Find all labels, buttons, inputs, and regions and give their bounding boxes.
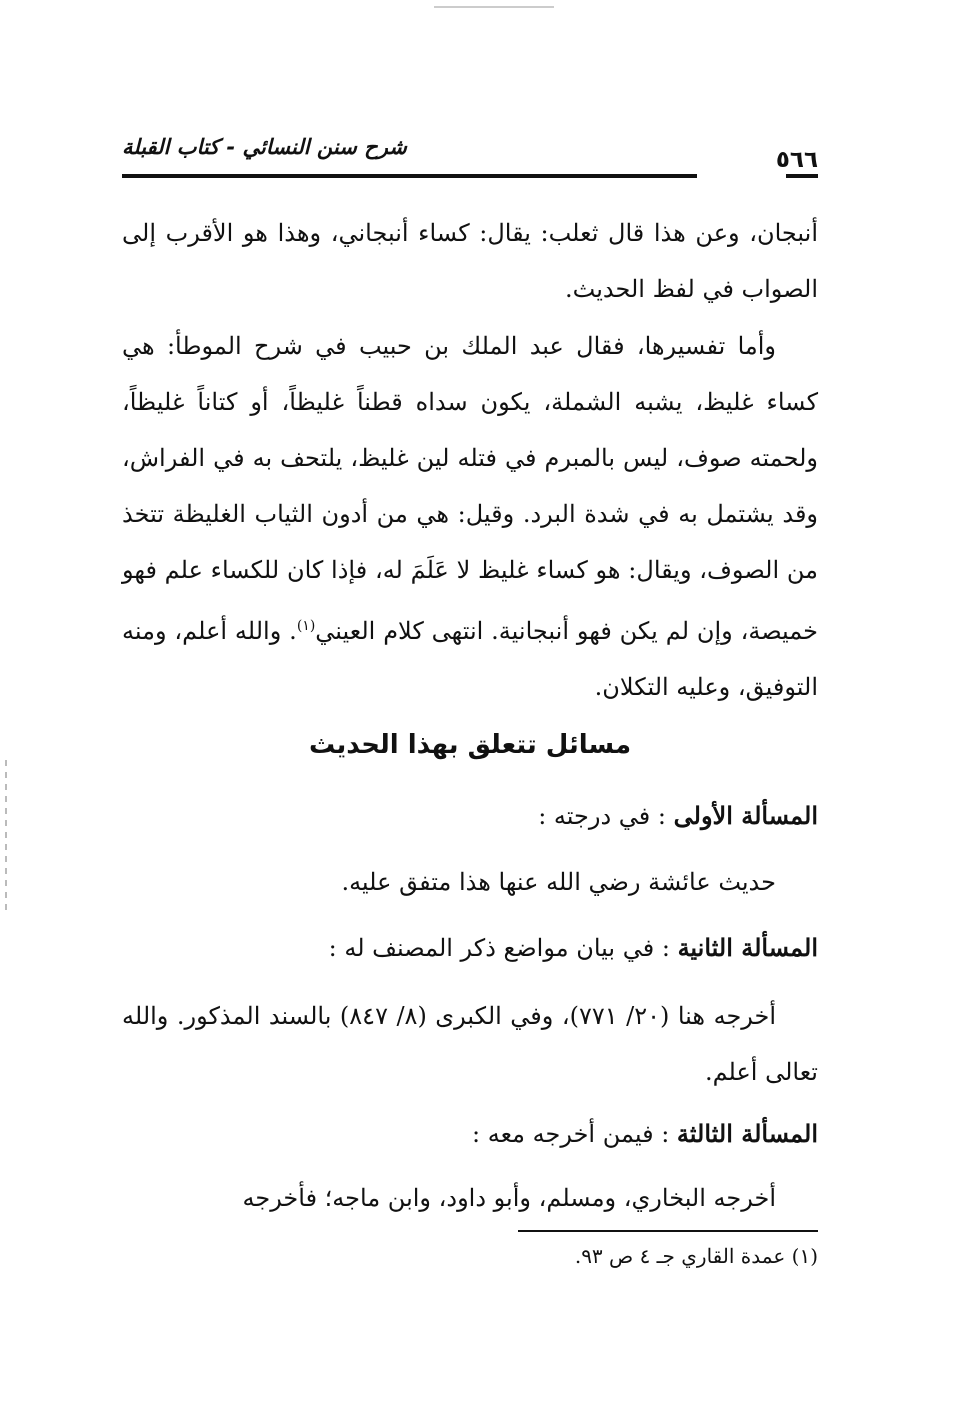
question-text: : في بيان مواضع ذكر المصنف له : <box>328 934 670 962</box>
section-heading: مسائل تتعلق بهذا الحديث <box>308 730 632 760</box>
question-1 <box>122 796 818 836</box>
footnote-ref[interactable]: (١) <box>296 618 316 634</box>
page-number: ٥٦٦ <box>775 147 818 173</box>
question-label: المسألة الأولى <box>673 801 818 830</box>
question-text: : في درجته : <box>538 802 666 830</box>
paragraph-2 <box>122 318 818 715</box>
page-header <box>122 135 818 190</box>
answer-text: حديث عائشة رضي الله عنها هذا متفق عليه. <box>341 868 776 896</box>
footnote: (١) عمدة القاري جـ ٤ ص ٩٣. <box>574 1244 818 1268</box>
answer-2 <box>122 988 818 1100</box>
answer-3 <box>122 1178 818 1218</box>
paragraph-text: وأما تفسيرها، فقال عبد الملك بن حبيب في شرح الموطأ: هي كساء غليظ، يشبه الشملة، يكون سداه قطناً غليظاً، أو كتاناً غليظاً، ولحمته صوف، ليس بالمبرم في فتله لين غليظ، يلتحف به في الفراش، وقد يشتمل به في شدة البرد. وقيل: هي من أدون الثياب الغليظة تتخذ من الصوف، ويقال: هو كساء غليظ لا عَلَمَ له، فإذا كان للكساء علم فهو خميصة، وإن لم يكن فهو أنبجانية. انتهى كلام العيني <box>122 332 818 645</box>
answer-1 <box>122 862 818 902</box>
question-text: : فيمن أخرجه معه : <box>471 1120 670 1148</box>
header-rule <box>122 174 697 178</box>
header-rule-short <box>786 174 818 178</box>
question-3 <box>122 1114 818 1154</box>
question-label: المسألة الثالثة <box>676 1119 818 1148</box>
paragraph-text: أنبجان، وعن هذا قال ثعلب: يقال: كساء أنبجاني، وهذا هو الأقرب إلى الصواب في لفظ الحديث. <box>122 219 818 303</box>
scan-artifact <box>434 6 554 8</box>
question-label: المسألة الثانية <box>677 933 818 962</box>
question-2 <box>122 928 818 968</box>
scan-artifact <box>5 760 7 910</box>
paragraph-1 <box>122 205 818 317</box>
footnote-rule <box>122 1230 818 1232</box>
paragraph-text: . والله أعلم، ومنه التوفيق، وعليه التكلان. <box>122 617 818 701</box>
answer-text: أخرجه البخاري، ومسلم، وأبو داود، وابن ماجه؛ فأخرجه <box>242 1184 776 1212</box>
running-title: شرح سنن النسائي - كتاب القبلة <box>122 135 407 159</box>
answer-text: أخرجه هنا (٢٠/ ٧٧١)، وفي الكبرى (٨/ ٨٤٧) بالسند المذكور. والله تعالى أعلم. <box>122 1002 818 1086</box>
